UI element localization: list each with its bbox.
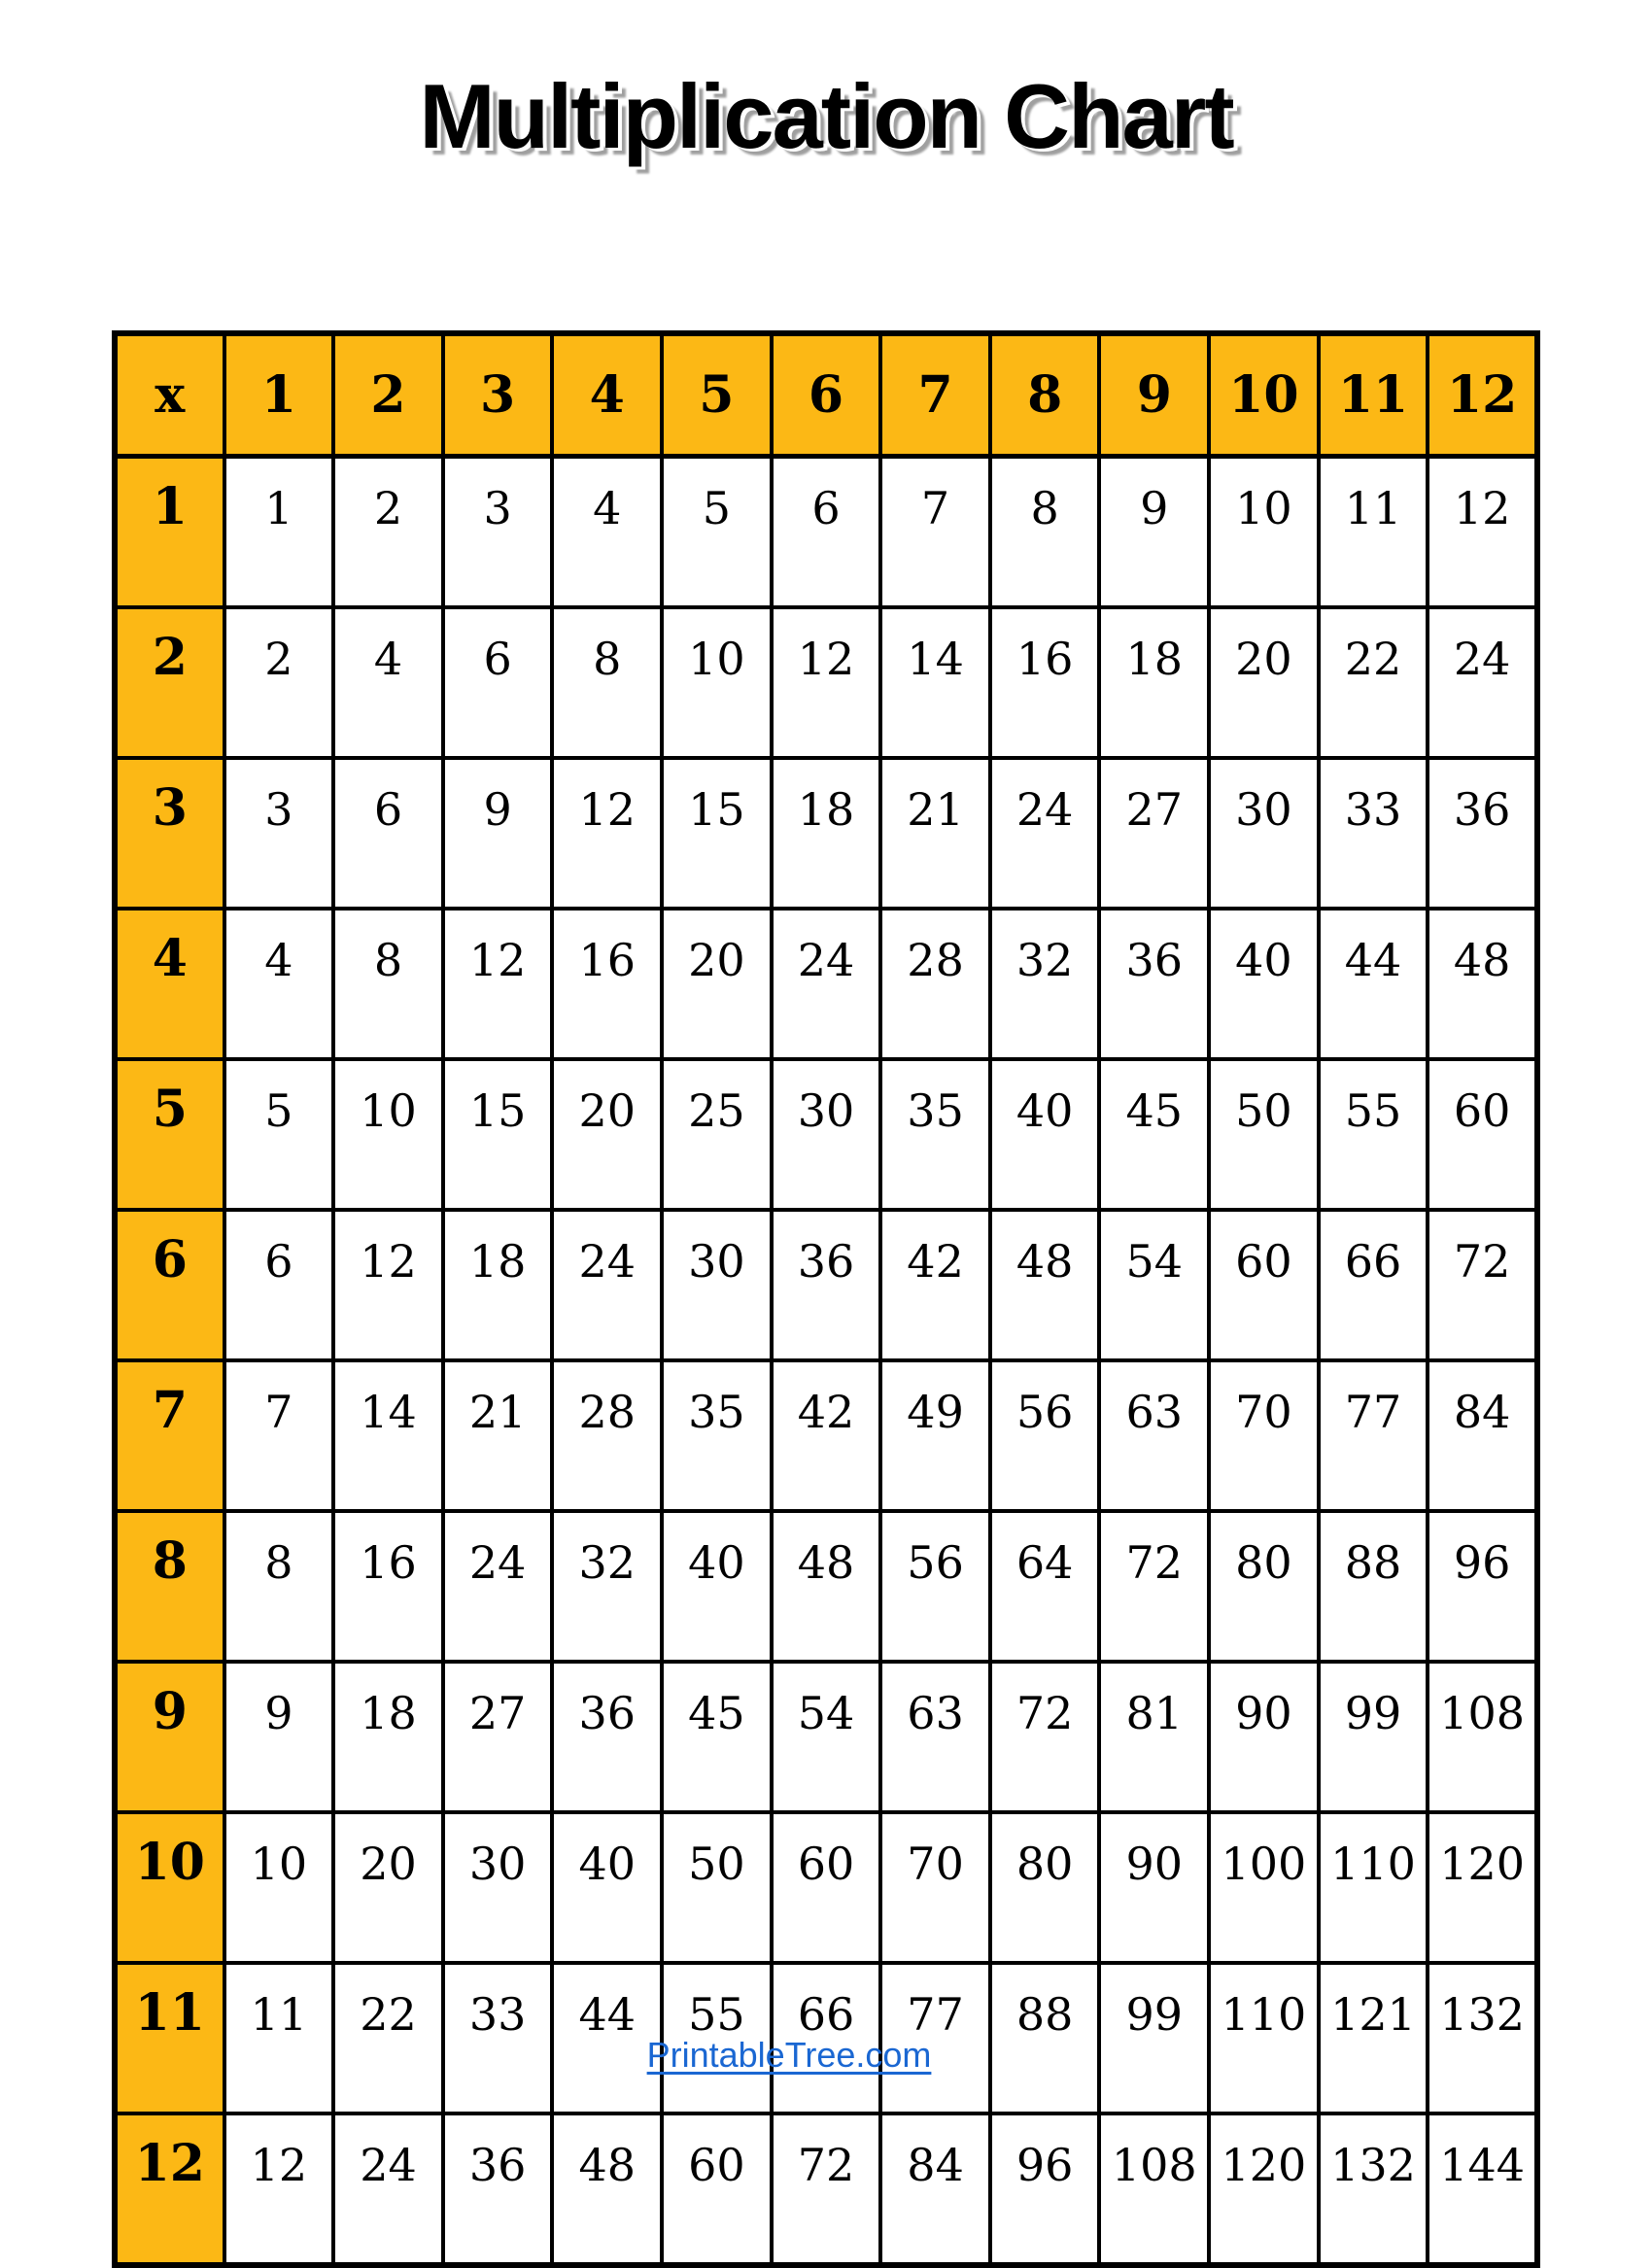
row-header: 11	[115, 1963, 224, 2113]
product-cell: 100	[1209, 1812, 1319, 1963]
product-cell: 80	[1209, 1511, 1319, 1662]
row-header: 3	[115, 758, 224, 909]
product-cell: 20	[552, 1059, 662, 1210]
product-cell: 27	[443, 1662, 553, 1812]
table-body	[115, 457, 1537, 2266]
product-cell: 36	[552, 1662, 662, 1812]
product-cell: 121	[1319, 1963, 1428, 2113]
product-cell: 1	[224, 457, 334, 608]
column-header: 5	[662, 333, 772, 457]
product-cell: 15	[662, 758, 772, 909]
product-cell: 144	[1428, 2113, 1537, 2265]
product-cell: 3	[224, 758, 334, 909]
product-cell: 21	[880, 758, 990, 909]
product-cell: 16	[333, 1511, 443, 1662]
product-cell: 15	[443, 1059, 553, 1210]
product-cell: 24	[1428, 607, 1537, 758]
column-header: 3	[443, 333, 553, 457]
product-cell: 77	[880, 1963, 990, 2113]
column-header: 4	[552, 333, 662, 457]
product-cell: 14	[333, 1360, 443, 1511]
product-cell: 54	[1099, 1210, 1209, 1360]
product-cell: 8	[333, 909, 443, 1059]
product-cell: 9	[443, 758, 553, 909]
column-header: 7	[880, 333, 990, 457]
product-cell: 4	[333, 607, 443, 758]
product-cell: 11	[224, 1963, 334, 2113]
product-cell: 56	[990, 1360, 1100, 1511]
product-cell: 63	[1099, 1360, 1209, 1511]
table-row	[115, 457, 1537, 608]
row-header: 1	[115, 457, 224, 608]
product-cell: 12	[333, 1210, 443, 1360]
product-cell: 45	[1099, 1059, 1209, 1210]
product-cell: 99	[1319, 1662, 1428, 1812]
product-cell: 18	[1099, 607, 1209, 758]
product-cell: 40	[552, 1812, 662, 1963]
product-cell: 36	[443, 2113, 553, 2265]
corner-cell: x	[115, 333, 224, 457]
product-cell: 2	[333, 457, 443, 608]
product-cell: 35	[880, 1059, 990, 1210]
product-cell: 42	[772, 1360, 881, 1511]
product-cell: 25	[662, 1059, 772, 1210]
product-cell: 66	[772, 1963, 881, 2113]
product-cell: 24	[333, 2113, 443, 2265]
product-cell: 8	[224, 1511, 334, 1662]
product-cell: 80	[990, 1812, 1100, 1963]
product-cell: 8	[552, 607, 662, 758]
product-cell: 6	[224, 1210, 334, 1360]
product-cell: 32	[552, 1511, 662, 1662]
product-cell: 27	[1099, 758, 1209, 909]
product-cell: 18	[443, 1210, 553, 1360]
table-row	[115, 607, 1537, 758]
column-header: 2	[333, 333, 443, 457]
product-cell: 36	[1099, 909, 1209, 1059]
product-cell: 42	[880, 1210, 990, 1360]
product-cell: 36	[772, 1210, 881, 1360]
product-cell: 40	[1209, 909, 1319, 1059]
product-cell: 20	[1209, 607, 1319, 758]
product-cell: 50	[662, 1812, 772, 1963]
column-header: 8	[990, 333, 1100, 457]
product-cell: 48	[772, 1511, 881, 1662]
product-cell: 11	[1319, 457, 1428, 608]
product-cell: 60	[662, 2113, 772, 2265]
column-header: 12	[1428, 333, 1537, 457]
product-cell: 70	[880, 1812, 990, 1963]
table-row	[115, 1059, 1537, 1210]
table-row	[115, 1210, 1537, 1360]
product-cell: 72	[1099, 1511, 1209, 1662]
product-cell: 12	[224, 2113, 334, 2265]
product-cell: 16	[990, 607, 1100, 758]
row-header: 12	[115, 2113, 224, 2265]
product-cell: 30	[443, 1812, 553, 1963]
product-cell: 55	[1319, 1059, 1428, 1210]
product-cell: 6	[333, 758, 443, 909]
product-cell: 132	[1428, 1963, 1537, 2113]
product-cell: 33	[1319, 758, 1428, 909]
footer-link[interactable]: PrintableTree.com	[646, 2035, 932, 2075]
product-cell: 10	[333, 1059, 443, 1210]
row-header: 5	[115, 1059, 224, 1210]
product-cell: 96	[990, 2113, 1100, 2265]
product-cell: 70	[1209, 1360, 1319, 1511]
product-cell: 108	[1428, 1662, 1537, 1812]
product-cell: 48	[552, 2113, 662, 2265]
product-cell: 16	[552, 909, 662, 1059]
product-cell: 32	[990, 909, 1100, 1059]
product-cell: 12	[443, 909, 553, 1059]
product-cell: 132	[1319, 2113, 1428, 2265]
product-cell: 28	[880, 909, 990, 1059]
product-cell: 3	[443, 457, 553, 608]
product-cell: 7	[880, 457, 990, 608]
product-cell: 60	[772, 1812, 881, 1963]
row-header: 7	[115, 1360, 224, 1511]
product-cell: 48	[990, 1210, 1100, 1360]
product-cell: 8	[990, 457, 1100, 608]
product-cell: 4	[224, 909, 334, 1059]
product-cell: 12	[552, 758, 662, 909]
product-cell: 4	[552, 457, 662, 608]
row-header: 2	[115, 607, 224, 758]
product-cell: 63	[880, 1662, 990, 1812]
row-header: 6	[115, 1210, 224, 1360]
product-cell: 50	[1209, 1059, 1319, 1210]
product-cell: 36	[1428, 758, 1537, 909]
product-cell: 24	[772, 909, 881, 1059]
column-header: 9	[1099, 333, 1209, 457]
product-cell: 120	[1428, 1812, 1537, 1963]
product-cell: 2	[224, 607, 334, 758]
row-header: 9	[115, 1662, 224, 1812]
product-cell: 28	[552, 1360, 662, 1511]
table-row	[115, 1662, 1537, 1812]
table-row	[115, 1360, 1537, 1511]
product-cell: 108	[1099, 2113, 1209, 2265]
product-cell: 18	[333, 1662, 443, 1812]
product-cell: 88	[1319, 1511, 1428, 1662]
column-header: 11	[1319, 333, 1428, 457]
product-cell: 33	[443, 1963, 553, 2113]
product-cell: 40	[662, 1511, 772, 1662]
table-row	[115, 909, 1537, 1059]
product-cell: 60	[1209, 1210, 1319, 1360]
product-cell: 120	[1209, 2113, 1319, 2265]
page-title: Multiplication Chart	[419, 65, 1233, 167]
table-row	[115, 758, 1537, 909]
product-cell: 24	[443, 1511, 553, 1662]
product-cell: 21	[443, 1360, 553, 1511]
product-cell: 54	[772, 1662, 881, 1812]
table-row	[115, 1812, 1537, 1963]
product-cell: 35	[662, 1360, 772, 1511]
product-cell: 84	[880, 2113, 990, 2265]
product-cell: 40	[990, 1059, 1100, 1210]
product-cell: 10	[662, 607, 772, 758]
product-cell: 110	[1319, 1812, 1428, 1963]
product-cell: 10	[224, 1812, 334, 1963]
column-header: 6	[772, 333, 881, 457]
product-cell: 22	[333, 1963, 443, 2113]
column-header: 1	[224, 333, 334, 457]
table-header-row	[115, 333, 1537, 457]
table-row	[115, 2113, 1537, 2265]
table-row	[115, 1511, 1537, 1662]
product-cell: 30	[1209, 758, 1319, 909]
product-cell: 96	[1428, 1511, 1537, 1662]
product-cell: 49	[880, 1360, 990, 1511]
product-cell: 12	[1428, 457, 1537, 608]
product-cell: 90	[1099, 1812, 1209, 1963]
product-cell: 60	[1428, 1059, 1537, 1210]
product-cell: 9	[1099, 457, 1209, 608]
product-cell: 44	[552, 1963, 662, 2113]
product-cell: 99	[1099, 1963, 1209, 2113]
product-cell: 72	[772, 2113, 881, 2265]
product-cell: 44	[1319, 909, 1428, 1059]
product-cell: 6	[772, 457, 881, 608]
product-cell: 72	[1428, 1210, 1537, 1360]
product-cell: 24	[990, 758, 1100, 909]
footer	[0, 2035, 1578, 2076]
product-cell: 90	[1209, 1662, 1319, 1812]
product-cell: 45	[662, 1662, 772, 1812]
product-cell: 84	[1428, 1360, 1537, 1511]
product-cell: 14	[880, 607, 990, 758]
product-cell: 66	[1319, 1210, 1428, 1360]
row-header: 10	[115, 1812, 224, 1963]
header-row	[115, 333, 1537, 457]
product-cell: 20	[333, 1812, 443, 1963]
product-cell: 30	[662, 1210, 772, 1360]
product-cell: 5	[224, 1059, 334, 1210]
product-cell: 77	[1319, 1360, 1428, 1511]
product-cell: 30	[772, 1059, 881, 1210]
multiplication-table	[112, 330, 1540, 2268]
product-cell: 22	[1319, 607, 1428, 758]
product-cell: 48	[1428, 909, 1537, 1059]
row-header: 8	[115, 1511, 224, 1662]
product-cell: 6	[443, 607, 553, 758]
product-cell: 7	[224, 1360, 334, 1511]
product-cell: 24	[552, 1210, 662, 1360]
product-cell: 110	[1209, 1963, 1319, 2113]
row-header: 4	[115, 909, 224, 1059]
product-cell: 5	[662, 457, 772, 608]
product-cell: 12	[772, 607, 881, 758]
product-cell: 10	[1209, 457, 1319, 608]
product-cell: 18	[772, 758, 881, 909]
product-cell: 9	[224, 1662, 334, 1812]
product-cell: 81	[1099, 1662, 1209, 1812]
product-cell: 64	[990, 1511, 1100, 1662]
column-header: 10	[1209, 333, 1319, 457]
product-cell: 20	[662, 909, 772, 1059]
product-cell: 72	[990, 1662, 1100, 1812]
product-cell: 88	[990, 1963, 1100, 2113]
product-cell: 56	[880, 1511, 990, 1662]
product-cell: 55	[662, 1963, 772, 2113]
